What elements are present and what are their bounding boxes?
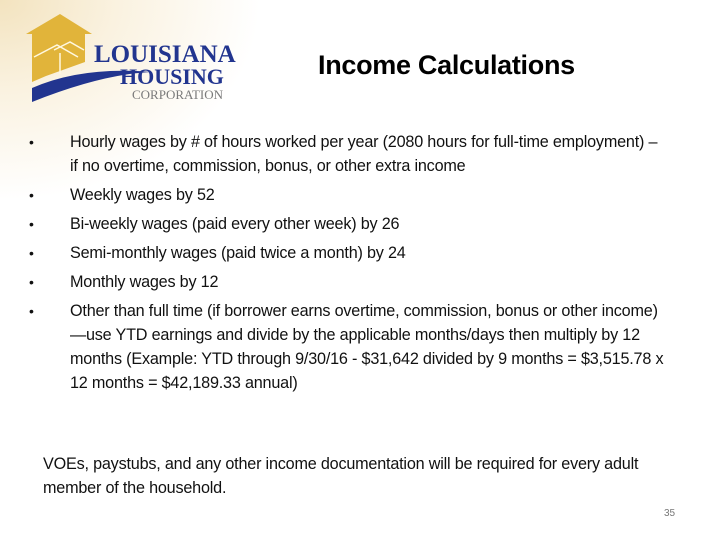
logo-text-louisiana: LOUISIANA [94, 41, 236, 68]
bullet-icon: • [29, 245, 34, 261]
louisiana-housing-corporation-logo [22, 12, 242, 120]
bullet-list [28, 130, 668, 400]
bullet-icon: • [29, 303, 34, 319]
list-item [28, 270, 668, 294]
bullet-text: Hourly wages by # of hours worked per year (2080 hours for full-time employment) – if no overtime, commission, bonus, or other extra income [70, 133, 658, 175]
bullet-text: Weekly wages by 52 [70, 186, 215, 204]
bullet-text: Semi-monthly wages (paid twice a month) by 24 [70, 244, 406, 262]
page-number: 35 [664, 508, 676, 519]
logo-text-housing: HOUSING [120, 64, 224, 89]
bullet-text: Bi-weekly wages (paid every other week) by 26 [70, 215, 400, 233]
bullet-icon: • [29, 216, 34, 232]
logo-text-corporation: CORPORATION [132, 87, 224, 102]
list-item [28, 212, 668, 236]
list-item [28, 130, 668, 178]
list-item [28, 183, 668, 207]
bullet-icon: • [29, 134, 34, 150]
list-item [28, 241, 668, 265]
list-item [28, 299, 668, 395]
bullet-icon: • [29, 274, 34, 290]
bullet-icon: • [29, 187, 34, 203]
bullet-text: Monthly wages by 12 [70, 273, 219, 291]
footer-note: VOEs, paystubs, and any other income documentation will be required for every adult member of the household. [43, 455, 639, 497]
slide-title: Income Calculations [318, 50, 575, 80]
bullet-text: Other than full time (if borrower earns overtime, commission, bonus or other income)—use YTD earnings and divide by the applicable months/days then multiply by 12 months (Example: YTD through 9/30/16 - $31,642 divided by 9 months = $3,515.78 x 12 months = $42,189.33 annual) [70, 302, 664, 392]
